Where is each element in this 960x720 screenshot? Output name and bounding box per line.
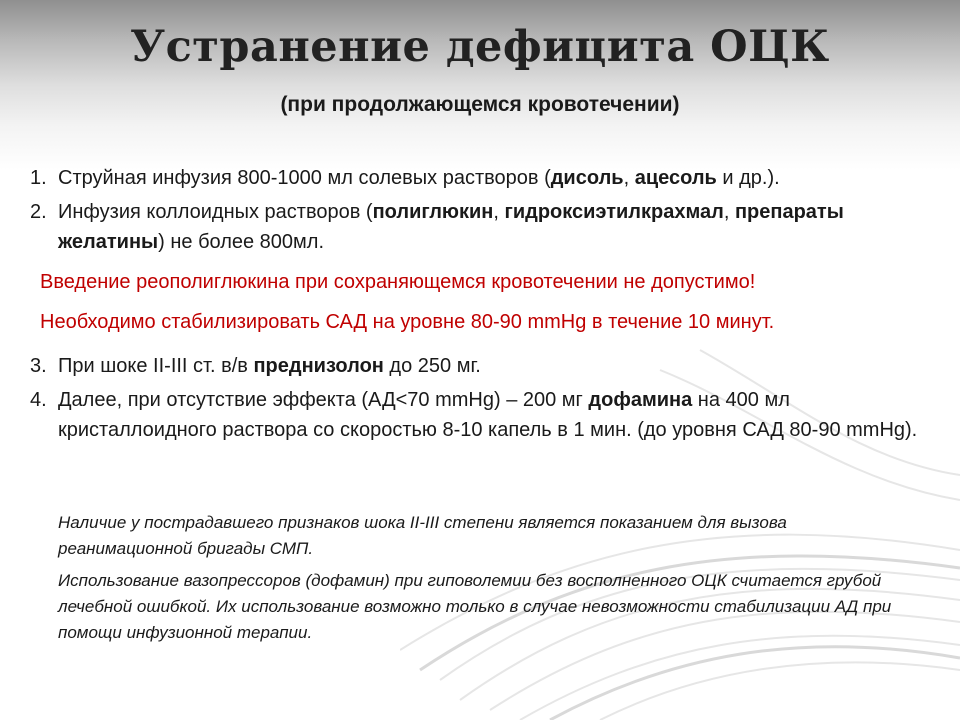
list-item-number: 2.	[30, 201, 47, 223]
list-item-4: 4. Далее, при отсутствие эффекта (АД<70 mmHg) – 200 мг дофамина на 400 мл кристаллоидного раствора со скоростью 8-10 капель в 1 мин. (до уровня САД 80-90 mmHg).	[30, 385, 935, 445]
warning-text-1: Введение реополиглюкина при сохраняющемся кровотечении не допустимо!	[40, 271, 756, 293]
list-item-number: 3.	[30, 355, 47, 377]
main-content	[30, 163, 935, 449]
note-1: Наличие у пострадавшего признаков шока II-III степени является показанием для вызова реанимационной бригады СМП.	[58, 513, 787, 558]
note-2: Использование вазопрессоров (дофамин) при гиповолемии без восполненного ОЦК считается грубой лечебной ошибкой. Их использование возможно только в случае невозможности стабилизации АД при помощи инфузионной терапии.	[58, 571, 892, 642]
list-item-2: 2. Инфузия коллоидных растворов (полиглюкин, гидроксиэтилкрахмал, препараты желатины) не более 800мл.	[30, 197, 935, 257]
page-title: Устранение дефицита ОЦК	[130, 22, 830, 72]
page-subtitle: (при продолжающемся кровотечении)	[280, 93, 680, 116]
list-item-number: 4.	[30, 389, 47, 411]
list-item-3: 3. При шоке II-III ст. в/в преднизолон до 250 мг.	[30, 351, 935, 381]
warning-text-2: Необходимо стабилизировать САД на уровне 80-90 mmHg в течение 10 минут.	[40, 311, 775, 333]
list-item-number: 1.	[30, 167, 47, 189]
notes-section	[58, 510, 918, 652]
list-item-1: 1. Струйная инфузия 800-1000 мл солевых растворов (дисоль, ацесоль и др.).	[30, 163, 935, 193]
